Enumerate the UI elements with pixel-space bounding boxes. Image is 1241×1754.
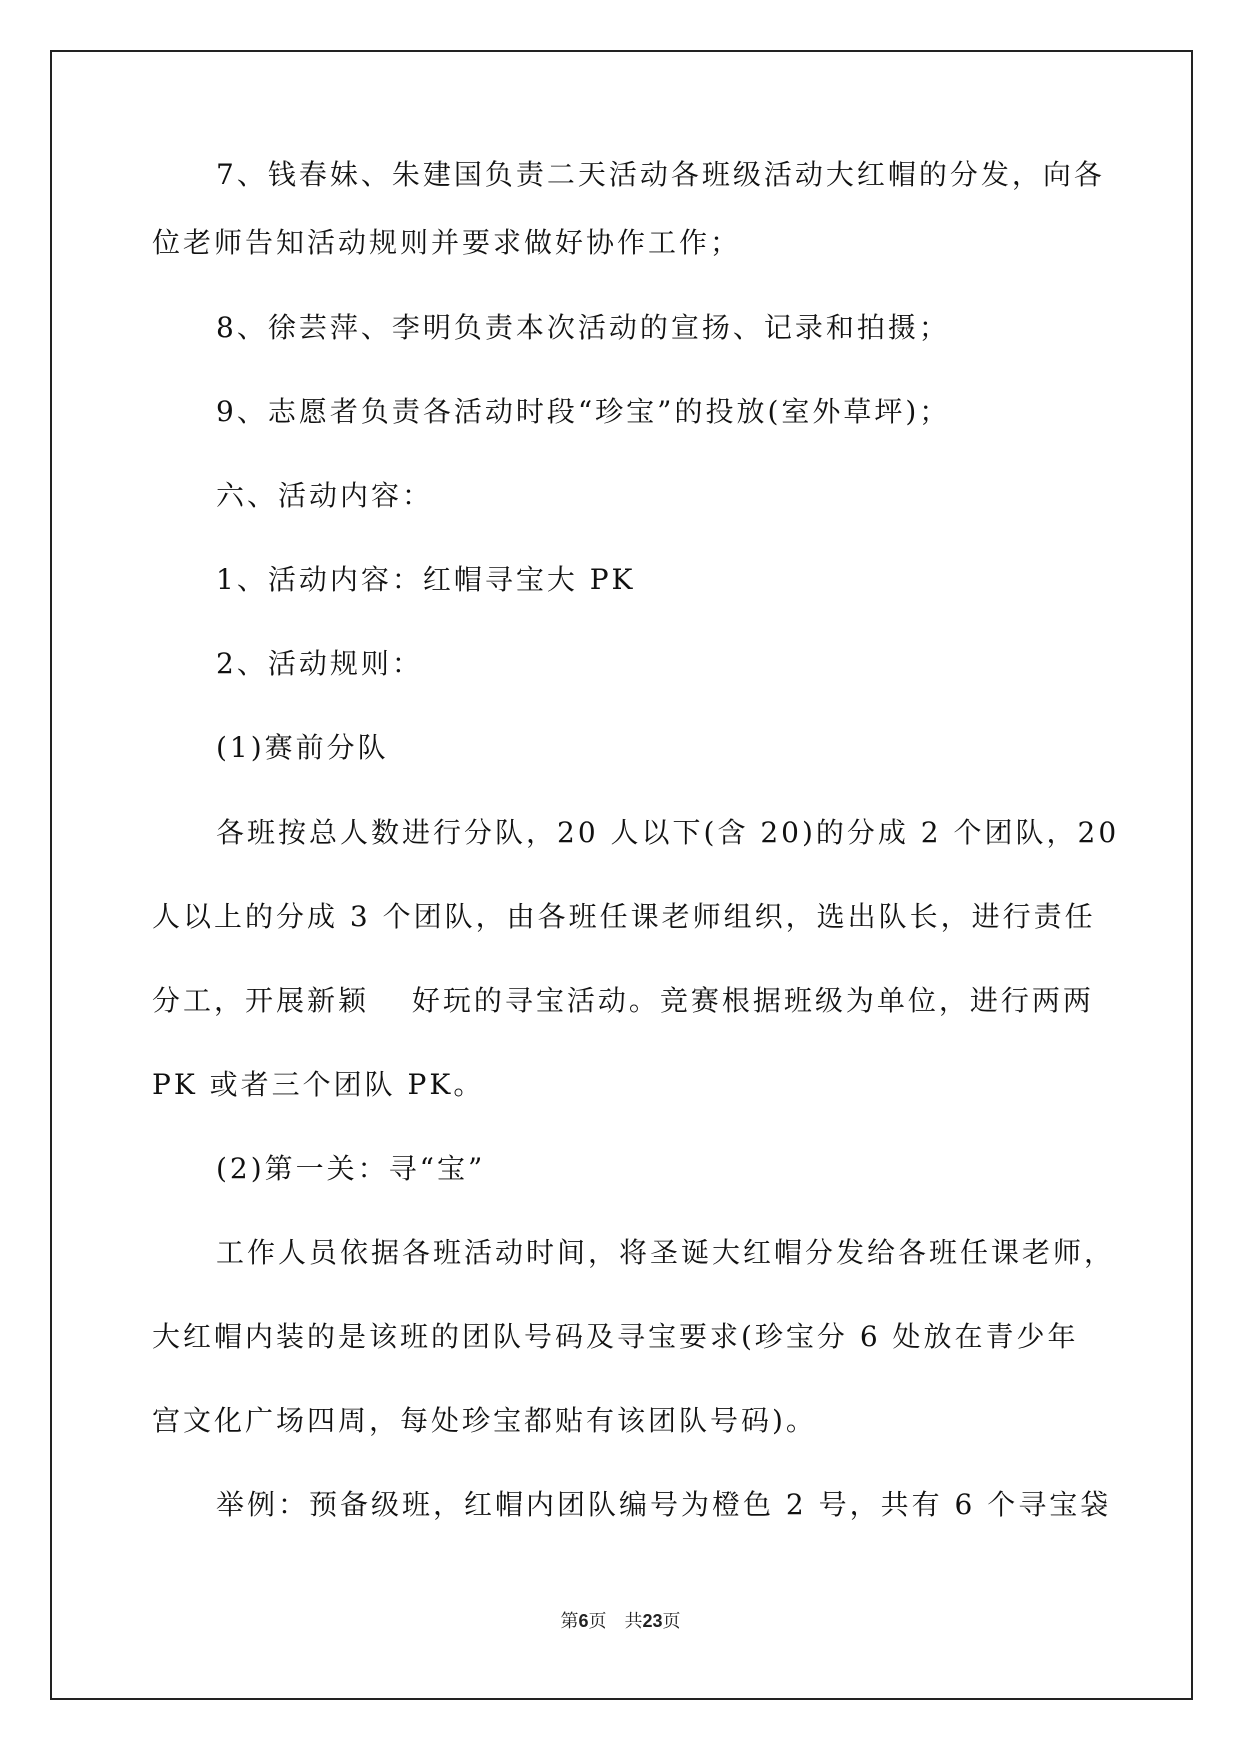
paragraph-line: (1)赛前分队: [216, 731, 389, 764]
total-page-count: 23: [642, 1611, 663, 1631]
footer-prefix: 第: [560, 1611, 579, 1632]
paragraph-line: 8、徐芸萍、李明负责本次活动的宣扬、记录和拍摄；: [216, 311, 950, 344]
paragraph-line: (2)第一关：寻“宝”: [216, 1152, 486, 1185]
footer-total-prefix: 共: [624, 1611, 643, 1632]
paragraph-line: 1、活动内容：红帽寻宝大 PK: [216, 563, 636, 596]
current-page-number: 6: [578, 1611, 589, 1631]
paragraph-line: 2、活动规则：: [216, 647, 423, 680]
paragraph-line: 位老师告知活动规则并要求做好协作工作；: [152, 226, 742, 259]
paragraph-line: 各班按总人数进行分队，20 人以下(含 20)的分成 2 个团队，20: [216, 816, 1120, 849]
paragraph-line: PK 或者三个团队 PK。: [152, 1068, 485, 1101]
paragraph-line: 工作人员依据各班活动时间，将圣诞大红帽分发给各班任课老师，: [216, 1236, 1116, 1269]
section-heading: 六、活动内容：: [216, 479, 434, 512]
paragraph-line: 9、志愿者负责各活动时段“珍宝”的投放(室外草坪)；: [216, 395, 951, 428]
paragraph-line: 举例：预备级班，红帽内团队编号为橙色 2 号，共有 6 个寻宝袋: [216, 1488, 1112, 1521]
page-border: [50, 50, 1193, 1700]
paragraph-line: 7、钱春妹、朱建国负责二天活动各班级活动大红帽的分发，向各: [216, 158, 1105, 191]
footer-page-suffix: 页: [588, 1611, 607, 1632]
paragraph-line: 人以上的分成 3 个团队，由各班任课老师组织，选出队长，进行责任: [152, 900, 1096, 933]
paragraph-line: 宫文化广场四周，每处珍宝都贴有该团队号码)。: [152, 1404, 817, 1437]
paragraph-line: 大红帽内装的是该班的团队号码及寻宝要求(珍宝分 6 处放在青少年: [152, 1320, 1079, 1353]
footer-total-suffix: 页: [662, 1611, 681, 1632]
paragraph-line: 分工，开展新颖 好玩的寻宝活动。竞赛根据班级为单位，进行两两: [152, 984, 1094, 1017]
page-footer: [0, 1610, 1241, 1633]
